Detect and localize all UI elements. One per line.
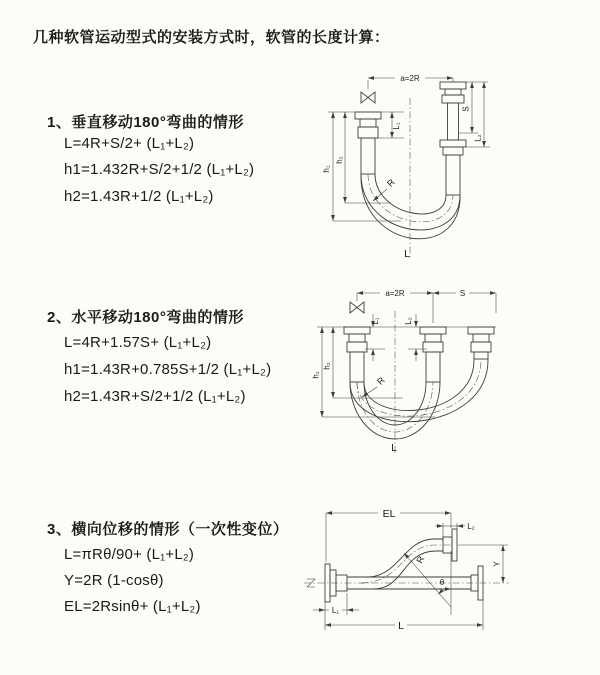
section-1-formula-h2: h2=1.43R+1/2 (L₁+L₂) bbox=[64, 188, 214, 205]
length-label: L bbox=[391, 442, 397, 454]
page-title: 几种软管运动型式的安装方式时，软管的长度计算： bbox=[33, 29, 390, 46]
dim-label-l1: L₁ bbox=[331, 606, 340, 615]
section-3-formula-L: L=πRθ/90+ (L₁+L₂) bbox=[64, 546, 195, 563]
hose-upper-wall bbox=[347, 539, 443, 577]
dim-label-s: S bbox=[459, 289, 466, 298]
dim-label-a2r: a=2R bbox=[400, 74, 420, 83]
dim-label-s: S bbox=[461, 106, 471, 112]
section-3-formula-Y: Y=2R (1-cosθ) bbox=[64, 572, 164, 589]
dim-label-h2: h₂ bbox=[322, 362, 332, 370]
dimensions-2 bbox=[312, 288, 497, 454]
dim-label-a2r: a=2R bbox=[385, 289, 405, 298]
section-1-formula-h1: h1=1.432R+S/2+1/2 (L₁+L₂) bbox=[64, 161, 255, 178]
valve-icon bbox=[361, 92, 375, 103]
dim-label-h2: h₂ bbox=[335, 156, 344, 164]
angle-label: θ bbox=[439, 578, 445, 587]
braided-hose-section bbox=[446, 155, 460, 195]
section-2-heading: 2、水平移动180°弯曲的情形 bbox=[47, 309, 244, 326]
radius-label: R bbox=[375, 375, 387, 387]
dim-label-h1: h₁ bbox=[311, 371, 321, 379]
braided-hose-section bbox=[361, 138, 375, 174]
radius-label: R bbox=[385, 177, 397, 189]
dim-label-l2: L₂ bbox=[467, 522, 475, 531]
dimensions-3 bbox=[313, 506, 508, 632]
valve-icon bbox=[350, 302, 364, 313]
dim-label-l1: L₁ bbox=[392, 122, 401, 130]
section-1-formula-L: L=4R+S/2+ (L₁+L₂) bbox=[64, 135, 195, 152]
radius-label: R bbox=[414, 554, 427, 565]
braided-hose-section bbox=[426, 352, 440, 382]
section-3-heading: 3、横向位移的情形（一次性变位） bbox=[47, 521, 289, 538]
hose-assembly-1 bbox=[355, 82, 466, 260]
dim-label-l2: L₂ bbox=[404, 317, 413, 325]
braided-hose-section bbox=[350, 352, 364, 382]
diagram-vertical-180-bend bbox=[316, 72, 496, 267]
section-2-formula-L: L=4R+1.57S+ (L₁+L₂) bbox=[64, 334, 212, 351]
dim-label-h1: h₁ bbox=[322, 165, 331, 173]
section-3-formula-EL: EL=2Rsinθ+ (L₁+L₂) bbox=[64, 598, 201, 615]
dimensions-1 bbox=[322, 73, 490, 260]
dim-label-el: EL bbox=[382, 508, 396, 520]
section-2-formula-h1: h1=1.43R+0.785S+1/2 (L₁+L₂) bbox=[64, 361, 272, 378]
hose-centerline-arc-pos2 bbox=[357, 359, 481, 416]
dim-label-l1: L₁ bbox=[371, 317, 380, 325]
length-label: L bbox=[404, 248, 410, 260]
length-label: L bbox=[398, 620, 404, 632]
dim-label-l2: L₂ bbox=[473, 134, 483, 142]
section-1-heading: 1、垂直移动180°弯曲的情形 bbox=[47, 114, 244, 131]
section-2-formula-h2: h2=1.43R+S/2+1/2 (L₁+L₂) bbox=[64, 388, 246, 405]
dim-label-y: Y bbox=[492, 561, 502, 567]
diagram-lateral-displacement bbox=[301, 503, 516, 643]
diagram-horizontal-180-bend bbox=[311, 283, 590, 463]
hose-outer-wall-pos2 bbox=[350, 359, 488, 422]
hose-assembly-3 bbox=[304, 529, 509, 602]
hose-centerline-arc bbox=[368, 174, 453, 222]
